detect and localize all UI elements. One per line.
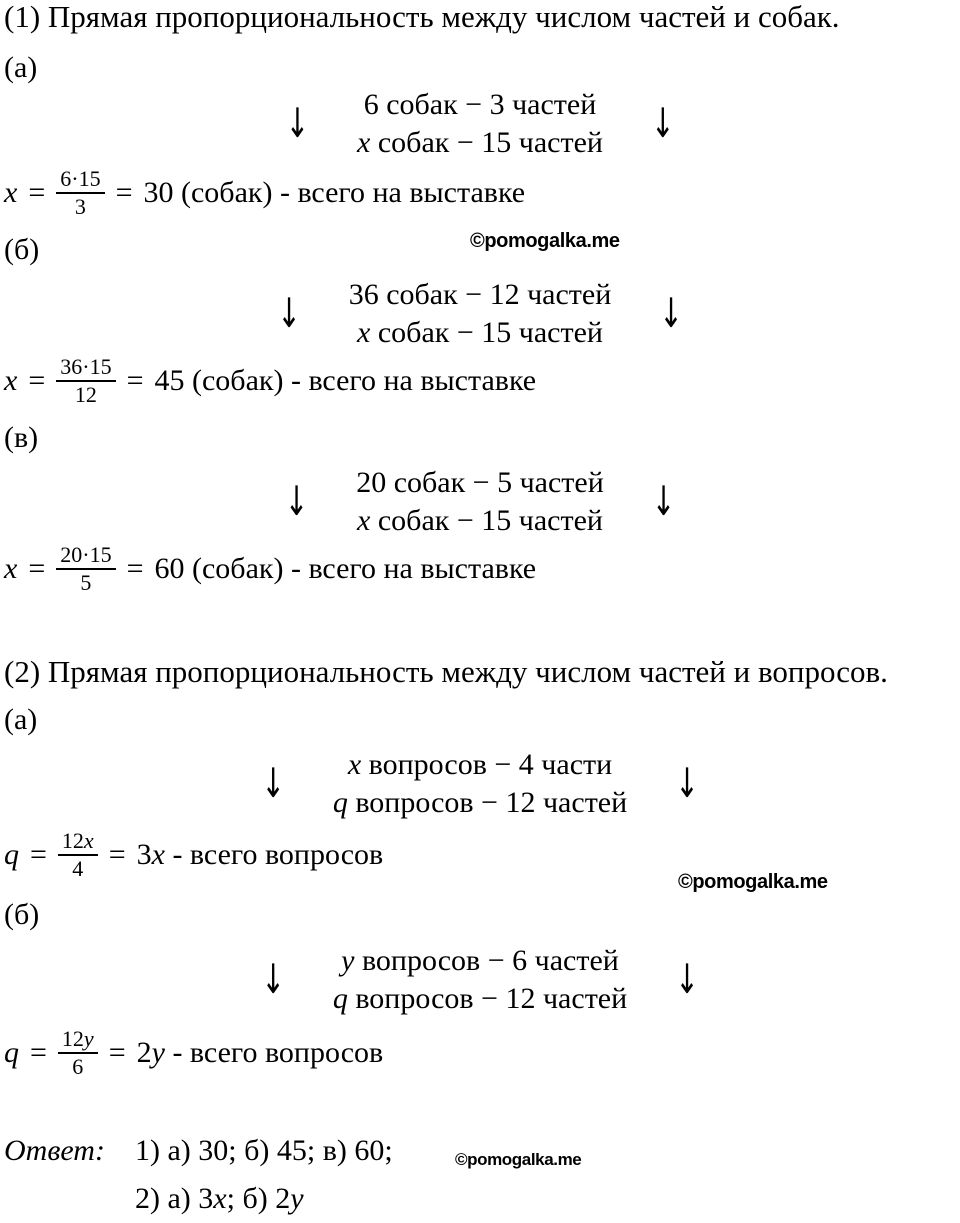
down-arrow-icon: ↓ — [261, 955, 285, 1004]
fraction — [58, 1026, 98, 1081]
proportion-row-bottom: x собак − 15 частей — [357, 316, 603, 349]
fraction-denominator: 3 — [74, 194, 86, 220]
fraction — [56, 166, 104, 221]
down-arrow-icon: ↓ — [284, 477, 309, 526]
formula-result: 30 (собак) - всего на выставке — [143, 176, 526, 210]
answer-label: Ответ: — [4, 1134, 105, 1167]
down-arrow-icon: ↓ — [650, 99, 675, 148]
proportion-block-1a — [286, 86, 675, 162]
formula-result: 60 (собак) - всего на выставке — [154, 552, 537, 586]
proportion-rows — [356, 464, 604, 540]
fraction-denominator: 6 — [72, 1054, 84, 1080]
answer-block — [4, 1134, 393, 1216]
proportion-row-top: 20 собак − 5 частей — [356, 466, 604, 499]
formula-lhs: x — [4, 364, 18, 398]
formula-1a — [4, 166, 525, 221]
fraction — [56, 542, 115, 597]
formula-2b — [4, 1026, 383, 1081]
case-label-2b: (б) — [4, 898, 40, 931]
proportion-row-bottom: q вопросов − 12 частей — [332, 786, 628, 819]
case-label-1b: (б) — [4, 233, 40, 266]
fraction-numerator: 12y — [61, 1026, 94, 1051]
proportion-row-bottom: x собак − 15 частей — [357, 504, 603, 537]
proportion-rows — [333, 942, 627, 1018]
proportion-block-2a — [261, 746, 698, 822]
proportion-row-bottom: x собак − 15 частей — [357, 126, 603, 159]
case-label-2a: (а) — [4, 703, 38, 736]
formula-lhs: x — [4, 552, 18, 586]
fraction — [58, 828, 98, 883]
equals-sign: = — [126, 364, 144, 398]
equals-sign: = — [28, 176, 46, 210]
answer-line-2: 2) а) 3x; б) 2y — [135, 1182, 304, 1215]
down-arrow-icon: ↓ — [675, 759, 699, 808]
case-label-1v: (в) — [4, 421, 39, 454]
equals-sign: = — [108, 838, 126, 872]
proportion-row-top: y вопросов − 6 частей — [341, 944, 619, 977]
fraction-denominator: 12 — [74, 382, 97, 408]
formula-lhs: q — [4, 1036, 19, 1070]
equals-sign: = — [28, 364, 46, 398]
formula-result: 45 (собак) - всего на выставке — [154, 364, 537, 398]
watermark: ©pomogalka.me — [678, 871, 828, 893]
proportion-rows — [357, 86, 603, 162]
proportion-block-1b — [277, 276, 683, 352]
equals-sign: = — [28, 552, 46, 586]
formula-result: 3x - всего вопросов — [136, 838, 384, 872]
answer-line-1: Ответ: 1) а) 30; б) 45; в) 60; — [4, 1134, 393, 1167]
equals-sign: = — [126, 552, 144, 586]
formula-lhs: q — [4, 838, 19, 872]
down-arrow-icon: ↓ — [675, 955, 699, 1004]
formula-1b — [4, 354, 536, 409]
proportion-rows — [333, 746, 627, 822]
fraction-numerator: 36·15 — [60, 354, 112, 379]
proportion-row-top: 36 собак − 12 частей — [348, 278, 612, 311]
proportion-rows — [349, 276, 612, 352]
proportion-block-1v — [285, 464, 676, 540]
problem-2-title: (2) Прямая пропорциональность между числом частей и вопросов. — [4, 654, 888, 689]
fraction-numerator: 20·15 — [60, 542, 112, 567]
down-arrow-icon: ↓ — [277, 289, 301, 338]
fraction-denominator: 4 — [72, 856, 84, 882]
equals-sign: = — [108, 1036, 126, 1070]
case-label-1a: (а) — [4, 51, 38, 84]
formula-2a — [4, 828, 383, 883]
fraction — [56, 354, 115, 409]
proportion-block-2b — [261, 942, 698, 1018]
problem-1-title: (1) Прямая пропорциональность между числом частей и собак. — [4, 0, 840, 34]
watermark: ©pomogalka.me — [455, 1150, 582, 1169]
proportion-row-bottom: q вопросов − 12 частей — [332, 982, 628, 1015]
watermark: ©pomogalka.me — [470, 230, 620, 252]
down-arrow-icon: ↓ — [659, 289, 683, 338]
proportion-row-top: 6 собак − 3 частей — [363, 88, 597, 121]
down-arrow-icon: ↓ — [261, 759, 285, 808]
equals-sign: = — [30, 1036, 47, 1070]
equals-sign: = — [115, 176, 133, 210]
equals-sign: = — [30, 838, 47, 872]
formula-1v — [4, 542, 536, 597]
formula-result: 2y - всего вопросов — [136, 1036, 384, 1070]
down-arrow-icon: ↓ — [651, 477, 676, 526]
fraction-numerator: 6·15 — [60, 166, 101, 191]
fraction-numerator: 12x — [61, 828, 94, 853]
proportion-row-top: x вопросов − 4 части — [347, 748, 613, 781]
fraction-denominator: 5 — [80, 570, 92, 596]
formula-lhs: x — [4, 176, 18, 210]
down-arrow-icon: ↓ — [285, 99, 310, 148]
